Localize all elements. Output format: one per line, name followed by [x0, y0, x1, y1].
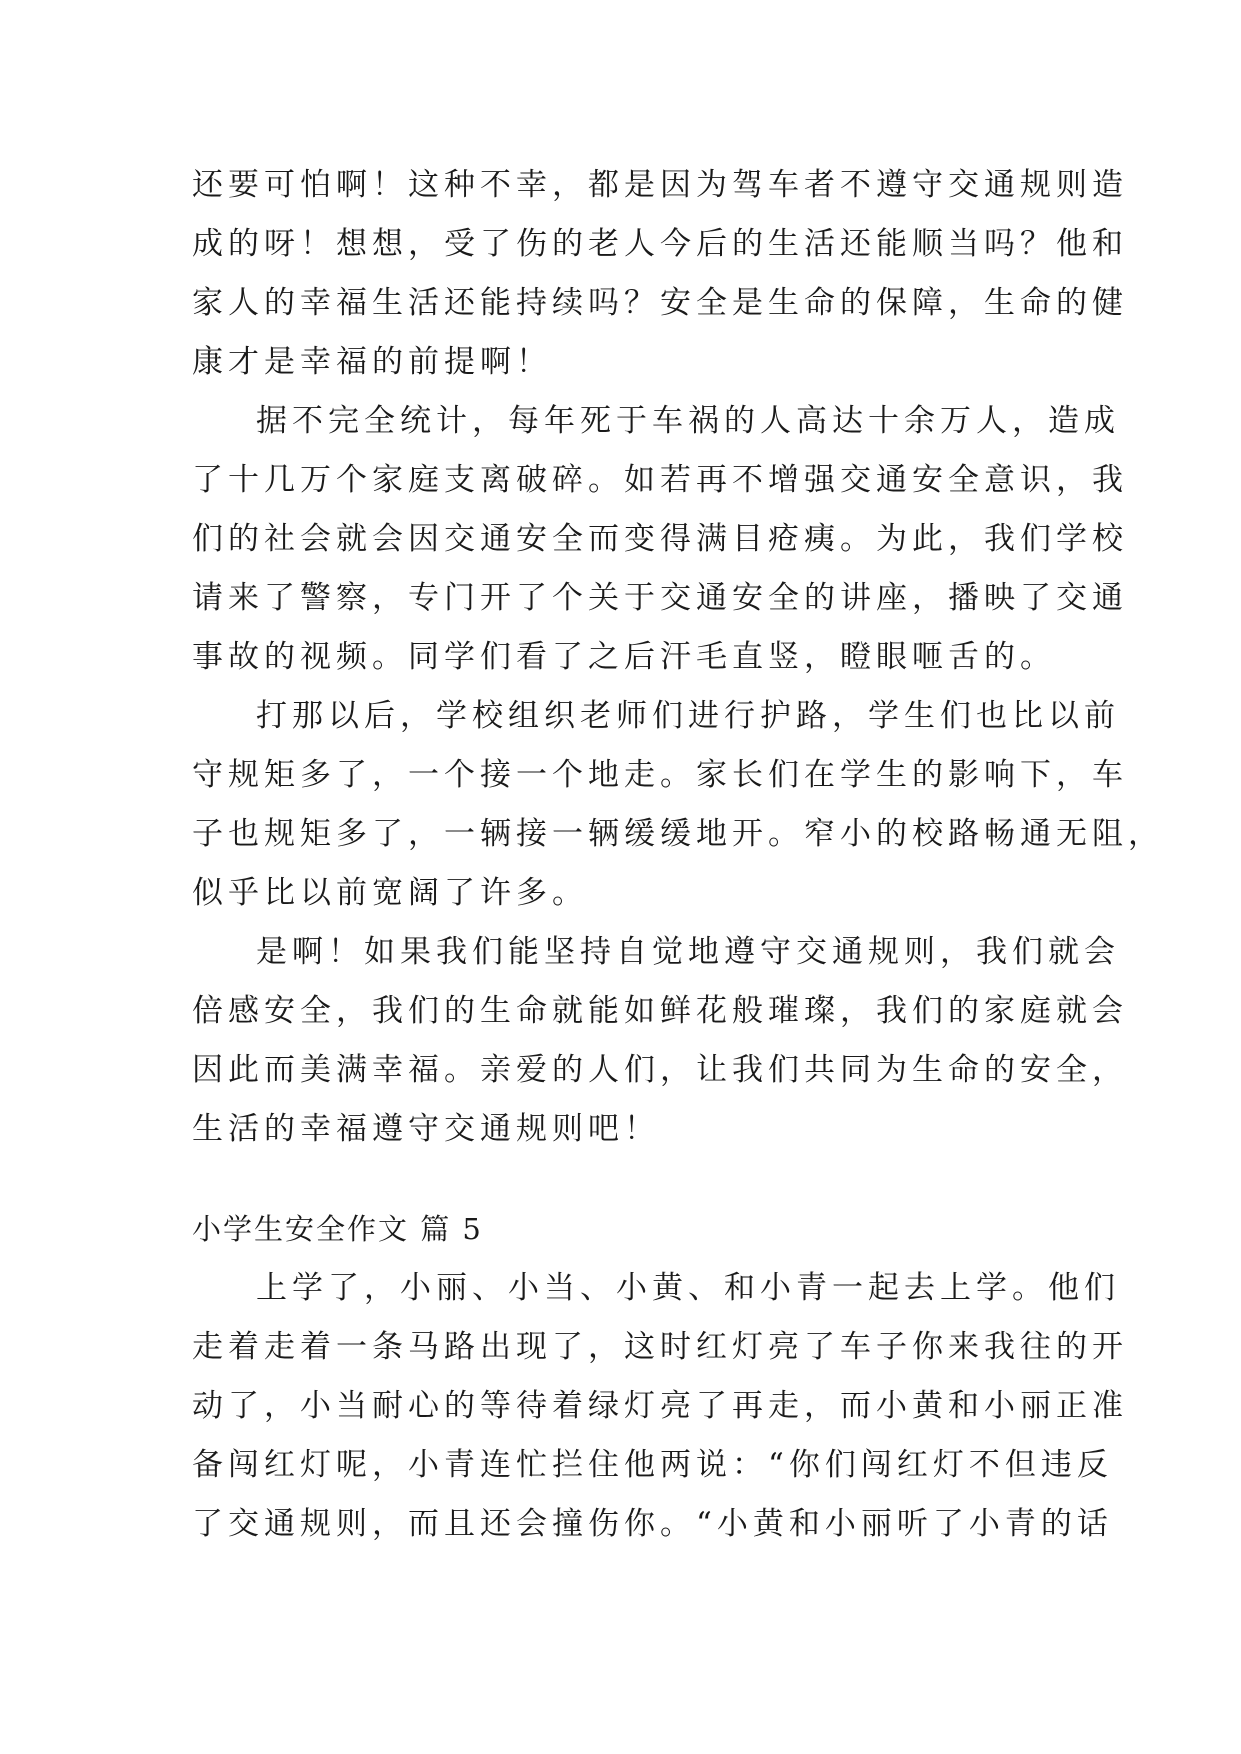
text-line: 了交通规则，而且还会撞伤你。“小黄和小丽听了小青的话 — [192, 1506, 1113, 1542]
text-line: 倍感安全，我们的生命就能如鲜花般璀璨，我们的家庭就会 — [192, 993, 1128, 1029]
text-line: 了十几万个家庭支离破碎。如若再不增强交通安全意识，我 — [192, 462, 1128, 498]
text-line: 备闯红灯呢，小青连忙拦住他两说：“你们闯红灯不但违反 — [192, 1447, 1113, 1483]
text-line: 上学了，小丽、小当、小黄、和小青一起去上学。他们 — [256, 1270, 1120, 1306]
essay-part-1 — [192, 156, 1164, 1159]
text-line: 家人的幸福生活还能持续吗？安全是生命的保障，生命的健 — [192, 285, 1128, 321]
text-line: 生活的幸福遵守交通规则吧！ — [192, 1111, 660, 1147]
text-line: 康才是幸福的前提啊！ — [192, 344, 552, 380]
text-line: 守规矩多了，一个接一个地走。家长们在学生的影响下，车 — [192, 757, 1128, 793]
section-heading-block — [192, 1200, 1052, 1259]
text-line: 打那以后，学校组织老师们进行护路，学生们也比以前 — [256, 698, 1120, 734]
text-line: 们的社会就会因交通安全而变得满目疮痍。为此，我们学校 — [192, 521, 1128, 557]
text-line: 因此而美满幸福。亲爱的人们，让我们共同为生命的安全， — [192, 1052, 1128, 1088]
text-line: 请来了警察，专门开了个关于交通安全的讲座，播映了交通 — [192, 580, 1128, 616]
text-line: 走着走着一条马路出现了，这时红灯亮了车子你来我往的开 — [192, 1329, 1128, 1365]
section-heading: 小学生安全作文 篇 5 — [192, 1212, 483, 1246]
essay-part-2 — [192, 1259, 1128, 1554]
text-line: 子也规矩多了，一辆接一辆缓缓地开。窄小的校路畅通无阻， — [192, 816, 1164, 852]
text-line: 还要可怕啊！这种不幸，都是因为驾车者不遵守交通规则造 — [192, 167, 1128, 203]
text-line: 是啊！如果我们能坚持自觉地遵守交通规则，我们就会 — [256, 934, 1120, 970]
text-line: 成的呀！想想，受了伤的老人今后的生活还能顺当吗？他和 — [192, 226, 1128, 262]
text-line: 动了，小当耐心的等待着绿灯亮了再走，而小黄和小丽正准 — [192, 1388, 1128, 1424]
text-line: 据不完全统计，每年死于车祸的人高达十余万人，造成 — [256, 403, 1120, 439]
text-line: 事故的视频。同学们看了之后汗毛直竖，瞪眼咂舌的。 — [192, 639, 1056, 675]
text-line: 似乎比以前宽阔了许多。 — [192, 875, 588, 911]
